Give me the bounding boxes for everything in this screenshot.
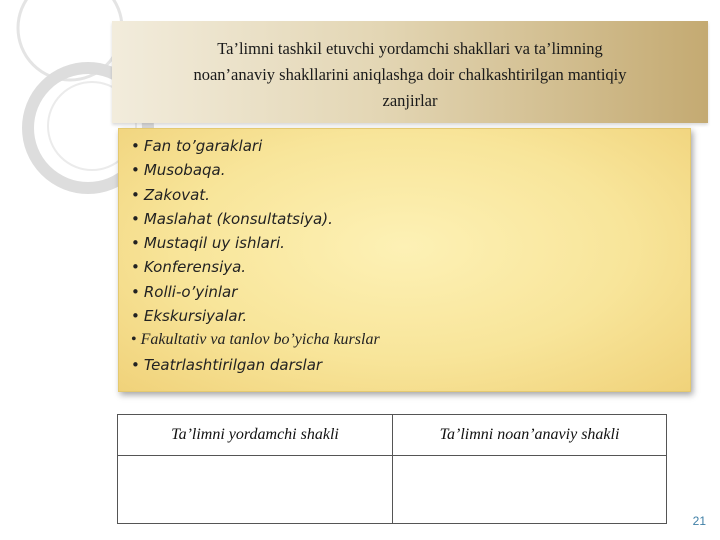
slide-title bbox=[112, 36, 708, 114]
list-item: • Konferensiya. bbox=[131, 258, 247, 277]
slide-title-line-1: Ta’limni tashkil etuvchi yordamchi shakllari va ta’limning bbox=[217, 39, 603, 58]
list-item: • Maslahat (konsultatsiya). bbox=[131, 209, 333, 228]
bullet-icon: • bbox=[131, 161, 140, 180]
bullet-icon: • bbox=[131, 137, 140, 155]
list-item: • Teatrlashtirilgan darslar bbox=[131, 355, 323, 374]
forms-list bbox=[131, 134, 380, 377]
column-header-auxiliary: Ta’limni yordamchi shakli bbox=[118, 415, 393, 456]
table-row bbox=[118, 456, 667, 524]
list-item: • Fan to’garaklari bbox=[131, 137, 263, 155]
bullet-icon: • bbox=[131, 307, 140, 326]
forms-list-box bbox=[118, 128, 691, 392]
bullet-icon: • bbox=[131, 209, 140, 228]
page-number: 21 bbox=[692, 514, 706, 528]
list-item: • Rolli-o’yinlar bbox=[131, 282, 238, 301]
list-item: • Ekskursiyalar. bbox=[131, 307, 248, 326]
bullet-icon: • bbox=[131, 355, 140, 374]
comparison-table bbox=[117, 414, 667, 524]
bullet-icon: • bbox=[131, 234, 140, 253]
bullet-icon: • bbox=[131, 185, 140, 204]
bullet-icon: • bbox=[131, 258, 140, 277]
list-item: • Mustaqil uy ishlari. bbox=[131, 234, 285, 253]
slide-title-line-2: noan’anaviy shakllarini aniqlashga doir chalkashtirilgan mantiqiy bbox=[193, 65, 627, 84]
list-item: • Zakovat. bbox=[131, 185, 210, 204]
slide-title-line-3: zanjirlar bbox=[382, 91, 438, 110]
table-cell-auxiliary bbox=[118, 456, 393, 524]
table-cell-non-traditional bbox=[393, 456, 667, 524]
bullet-icon: • bbox=[131, 282, 140, 301]
list-item: • Musobaqa. bbox=[131, 161, 226, 180]
list-item: • Fakultativ va tanlov bo’yicha kurslar bbox=[131, 331, 380, 349]
column-header-non-traditional: Ta’limni noan’anaviy shakli bbox=[393, 415, 667, 456]
bullet-icon: • bbox=[131, 331, 137, 349]
table-header-row bbox=[118, 415, 667, 456]
